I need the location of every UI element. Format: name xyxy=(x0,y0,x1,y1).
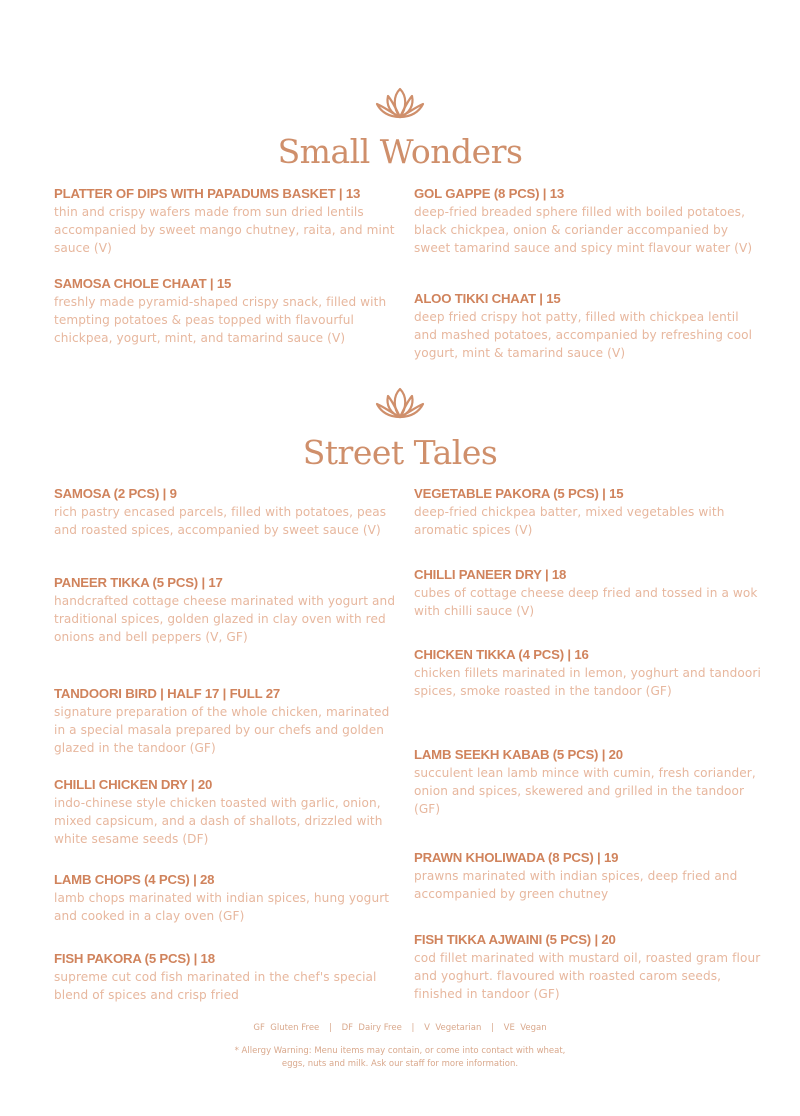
lotus-icon xyxy=(374,86,426,122)
menu-item-description: signature preparation of the whole chicken, marinated in a special masala prepared by our chefs and golden glazed in the tandoor (GF) xyxy=(54,705,390,755)
menu-item-title: FISH TIKKA AJWAINI (5 PCS) | 20 xyxy=(414,932,616,947)
section-title-street-tales: Street Tales xyxy=(302,433,498,472)
menu-item-title: LAMB CHOPS (4 PCS) | 28 xyxy=(54,872,215,887)
menu-item-title: FISH PAKORA (5 PCS) | 18 xyxy=(54,951,215,966)
menu-item-description: lamb chops marinated with indian spices, hung yogurt and cooked in a clay oven (GF) xyxy=(54,891,390,923)
menu-item-description: deep-fried chickpea batter, mixed vegetables with aromatic spices (V) xyxy=(414,505,725,537)
menu-item-description: rich pastry encased parcels, filled with potatoes, peas and roasted spices, accompanied by sweet sauce (V) xyxy=(54,505,387,537)
menu-item-title: CHICKEN TIKKA (4 PCS) | 16 xyxy=(414,647,589,662)
menu-item xyxy=(414,746,764,818)
menu-item-title: TANDOORI BIRD | HALF 17 | FULL 27 xyxy=(54,686,280,701)
menu-item xyxy=(54,185,399,257)
menu-item-description: cod fillet marinated with mustard oil, roasted gram flour and yoghurt. flavoured with roasted carom seeds, finished in tandoor (GF) xyxy=(414,951,761,1001)
menu-item-title: SAMOSA CHOLE CHAAT | 15 xyxy=(54,276,232,291)
menu-item xyxy=(414,290,764,362)
legend-code: VE xyxy=(503,1023,515,1033)
menu-item xyxy=(54,871,399,925)
menu-item xyxy=(54,776,399,848)
menu-item xyxy=(54,950,399,1004)
menu-item-title: CHILLI PANEER DRY | 18 xyxy=(414,567,567,582)
menu-item-title: PRAWN KHOLIWADA (8 PCS) | 19 xyxy=(414,850,619,865)
menu-item-title: PANEER TIKKA (5 PCS) | 17 xyxy=(54,575,223,590)
legend-label: Vegetarian xyxy=(435,1023,482,1033)
menu-item-description: chicken fillets marinated in lemon, yoghurt and tandoori spices, smoke roasted in the tandoor (GF) xyxy=(414,666,761,698)
menu-item-title: LAMB SEEKH KABAB (5 PCS) | 20 xyxy=(414,747,623,762)
menu-item-description: freshly made pyramid-shaped crispy snack, filled with tempting potatoes & peas topped with flavourful chickpea, yogurt, mint, and tamarind sauce (V) xyxy=(54,295,387,345)
menu-item xyxy=(414,931,764,1003)
menu-item-title: VEGETABLE PAKORA (5 PCS) | 15 xyxy=(414,486,624,501)
menu-item xyxy=(414,185,764,257)
menu-item-description: supreme cut cod fish marinated in the chef's special blend of spices and crisp fried xyxy=(54,970,377,1002)
allergy-warning xyxy=(190,1045,610,1071)
menu-item-description: cubes of cottage cheese deep fried and tossed in a wok with chilli sauce (V) xyxy=(414,586,758,618)
menu-item xyxy=(54,485,399,539)
menu-item-description: deep-fried breaded sphere filled with boiled potatoes, black chickpea, onion & coriander accompanied by sweet tamarind sauce and spicy mint flavour water (V) xyxy=(414,205,753,255)
allergy-warning-line: * Allergy Warning: Menu items may contain, or come into contact with wheat, xyxy=(234,1046,566,1056)
legend-code: V xyxy=(424,1023,430,1033)
section-title-small-wonders: Small Wonders xyxy=(277,132,523,171)
legend-code: GF xyxy=(253,1023,265,1033)
menu-item-title: SAMOSA (2 PCS) | 9 xyxy=(54,486,177,501)
menu-item-description: deep fried crispy hot patty, filled with chickpea lentil and mashed potatoes, accompanied by refreshing cool yogurt, mint & tamarind sauce (V) xyxy=(414,310,753,360)
legend-separator: | xyxy=(329,1023,332,1033)
menu-item xyxy=(414,646,764,700)
menu-item-description: handcrafted cottage cheese marinated with yogurt and traditional spices, golden glazed in clay oven with red onions and bell peppers (V, GF) xyxy=(54,594,396,644)
menu-item-title: PLATTER OF DIPS WITH PAPADUMS BASKET | 13 xyxy=(54,186,361,201)
menu-item-description: indo-chinese style chicken toasted with garlic, onion, mixed capsicum, and a dash of shallots, drizzled with white sesame seeds (DF) xyxy=(54,796,383,846)
menu-item-description: thin and crispy wafers made from sun dried lentils accompanied by sweet mango chutney, raita, and mint sauce (V) xyxy=(54,205,395,255)
dietary-legend xyxy=(0,1023,800,1033)
legend-code: DF xyxy=(341,1023,354,1033)
legend-label: Dairy Free xyxy=(358,1023,402,1033)
allergy-warning-line: eggs, nuts and milk. Ask our staff for more information. xyxy=(281,1059,519,1069)
lotus-icon xyxy=(374,386,426,422)
legend-label: Vegan xyxy=(520,1023,547,1033)
menu-item xyxy=(54,574,399,646)
legend-separator: | xyxy=(491,1023,494,1033)
menu-item xyxy=(414,566,764,620)
menu-item xyxy=(414,849,764,903)
menu-item-title: GOL GAPPE (8 PCS) | 13 xyxy=(414,186,565,201)
menu-item-description: succulent lean lamb mince with cumin, fresh coriander, onion and spices, skewered and grilled in the tandoor (GF) xyxy=(414,766,756,816)
menu-item-description: prawns marinated with indian spices, deep fried and accompanied by green chutney xyxy=(414,869,738,901)
menu-item xyxy=(54,275,399,347)
menu-item-title: CHILLI CHICKEN DRY | 20 xyxy=(54,777,213,792)
menu-item xyxy=(414,485,764,539)
menu-item-title: ALOO TIKKI CHAAT | 15 xyxy=(414,291,561,306)
legend-separator: | xyxy=(411,1023,415,1033)
legend-label: Gluten Free xyxy=(270,1023,320,1033)
menu-item xyxy=(54,685,399,757)
